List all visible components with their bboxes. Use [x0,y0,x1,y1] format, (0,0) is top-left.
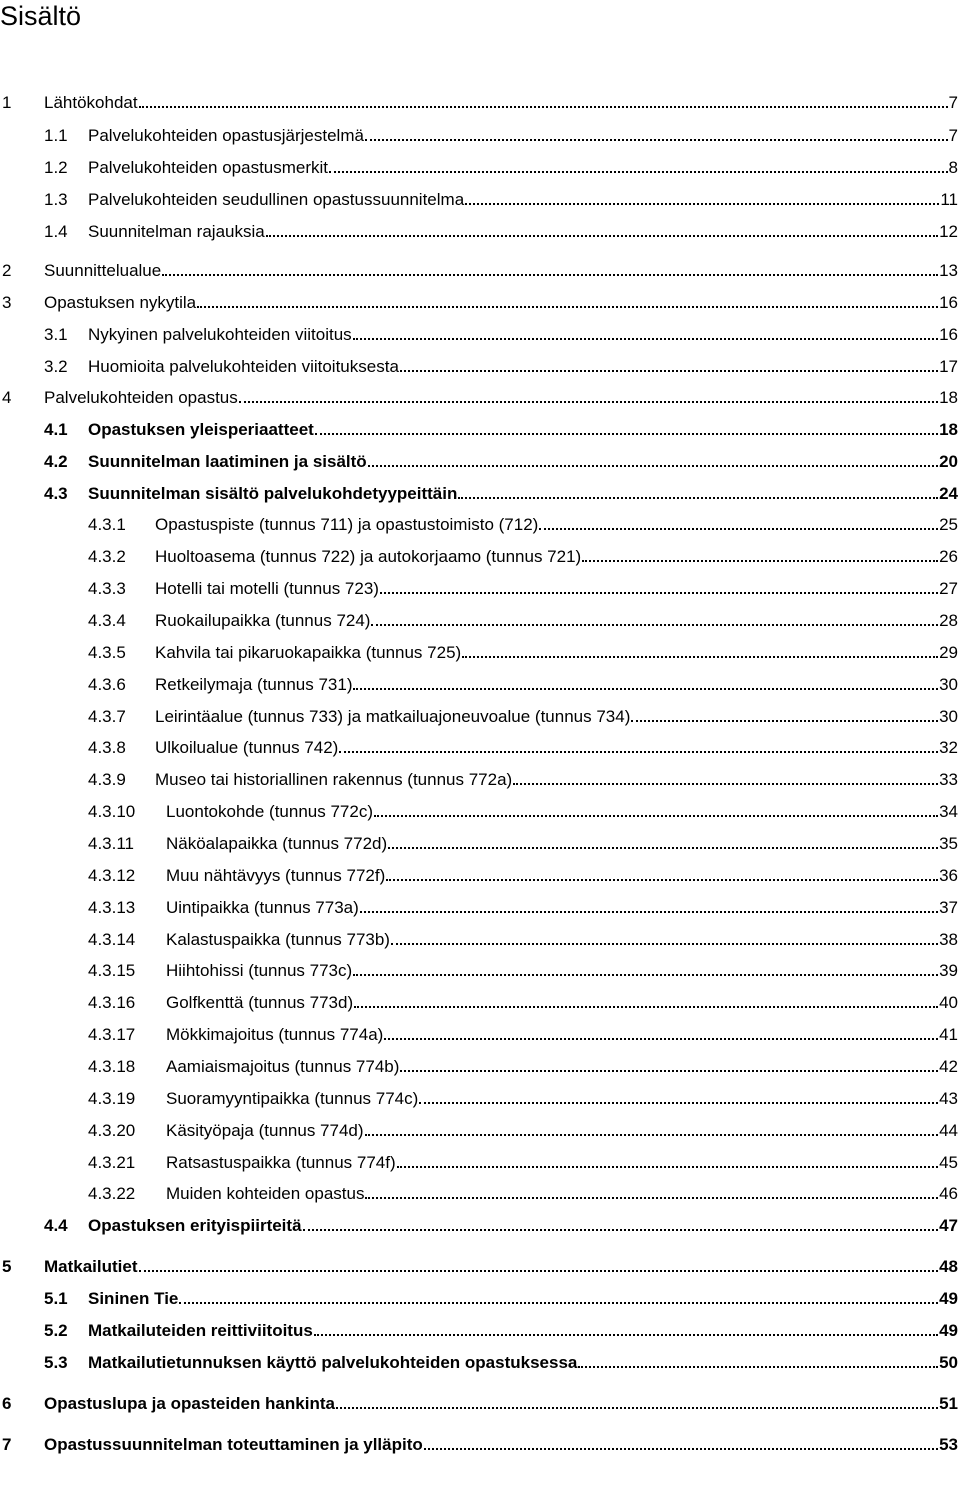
toc-dot-leader [391,928,938,952]
toc-entry-page: 50 [939,1353,958,1372]
toc-entry[interactable] [0,1023,958,1047]
toc-entry-line [155,673,958,697]
toc-entry-number: 4.2 [44,452,68,471]
toc-entry[interactable] [0,259,958,283]
toc-entry-line [44,291,958,315]
toc-entry-line [155,609,958,633]
toc-entry-number: 4.3.22 [88,1184,136,1203]
toc-entry-title: Retkeilymaja (tunnus 731) [155,675,353,694]
toc-entry-title: Huomioita palvelukohteiden viitoituksesta [88,357,399,376]
toc-entry-line [88,482,958,506]
toc-entry-line [88,355,958,379]
toc-entry-number: 4.3.7 [88,707,126,726]
toc-dot-leader [339,736,938,760]
toc-dot-leader [397,1151,938,1175]
toc-entry-title: Opastuspiste (tunnus 711) ja opastustoimisto (712) [155,515,539,534]
toc-entry[interactable] [0,1392,958,1416]
toc-entry-line [166,1119,958,1143]
toc-entry-title: Palvelukohteiden opastusjärjestelmä [88,126,364,145]
toc-entry-title: Opastuslupa ja opasteiden hankinta [44,1394,335,1413]
toc-entry-page: 38 [939,930,958,949]
toc-entry[interactable] [0,864,958,888]
toc-entry-number: 7 [2,1435,12,1454]
toc-dot-leader [365,1119,939,1143]
toc-entry-title: Lähtökohdat [44,93,138,112]
toc-entry-title: Muiden kohteiden opastus [166,1184,365,1203]
toc-entry-title: Golfkenttä (tunnus 773d) [166,993,354,1012]
toc-entry[interactable] [0,156,958,180]
toc-entry[interactable] [0,188,958,212]
toc-entry-number: 4.3.18 [88,1057,136,1076]
toc-dot-leader [388,832,938,856]
toc-entry[interactable] [0,768,958,792]
toc-entry-line [88,323,958,347]
toc-dot-leader [354,991,938,1015]
toc-entry-page: 16 [939,325,958,344]
toc-entry-line [44,1392,958,1416]
toc-dot-leader [162,259,938,283]
toc-dot-leader [582,545,938,569]
toc-entry-number: 1.3 [44,190,68,209]
toc-dot-leader [419,1087,938,1111]
toc-entry-title: Kalastuspaikka (tunnus 773b) [166,930,390,949]
toc-entry-title: Käsityöpaja (tunnus 774d) [166,1121,364,1140]
toc-entry-title: Suunnitelman sisältö palvelukohdetyypeittäin [88,484,458,503]
toc-entry-title: Nykyinen palvelukohteiden viitoitus [88,325,352,344]
toc-entry-page: 13 [939,261,958,280]
toc-entry[interactable] [0,1319,958,1343]
toc-entry[interactable] [0,513,958,537]
toc-entry-line [166,896,958,920]
toc-entry-line [88,450,958,474]
toc-entry-page: 7 [948,126,958,145]
toc-entry-page: 46 [939,1184,958,1203]
toc-entry-title: Ulkoilualue (tunnus 742) [155,738,339,757]
toc-entry-page: 18 [939,388,958,407]
toc-entry-title: Sininen Tie [88,1289,179,1308]
toc-entry[interactable] [0,355,958,379]
toc-entry-page: 48 [939,1257,958,1276]
toc-entry[interactable] [0,832,958,856]
toc-entry-number: 2 [2,261,12,280]
toc-entry-title: Matkailutiet [44,1257,138,1276]
toc-entry-page: 45 [939,1153,958,1172]
toc-entry-number: 4.3.16 [88,993,136,1012]
toc-entry-title: Opastussuunnitelman toteuttaminen ja ylläpito [44,1435,423,1454]
toc-entry[interactable] [0,1151,958,1175]
toc-dot-leader [380,577,938,601]
toc-entry-title: Opastuksen erityispiirteitä [88,1216,302,1235]
toc-entry[interactable] [0,928,958,952]
toc-entry-page: 7 [948,93,958,112]
toc-entry-line [166,1055,958,1079]
toc-entry-line [166,1023,958,1047]
toc-entry-number: 4.3.13 [88,898,136,917]
toc-entry-number: 4.3.2 [88,547,126,566]
toc-entry-number: 4.4 [44,1216,68,1235]
toc-entry-page: 42 [939,1057,958,1076]
toc-entry-number: 4.3.20 [88,1121,136,1140]
toc-entry-number: 4.3.4 [88,611,126,630]
toc-dot-leader [139,91,948,115]
toc-entry-number: 4.3.11 [88,834,135,853]
toc-dot-leader [353,673,938,697]
toc-entry-page: 32 [939,738,958,757]
toc-entry-title: Opastuksen yleisperiaatteet [88,420,314,439]
toc-entry-page: 53 [939,1435,958,1454]
toc-entry[interactable] [0,124,958,148]
toc-entry-number: 4.3.3 [88,579,126,598]
toc-entry[interactable] [0,991,958,1015]
toc-entry[interactable] [0,545,958,569]
toc-entry-line [166,1182,958,1206]
toc-entry-title: Suunnitelman laatiminen ja sisältö [88,452,367,471]
toc-entry-page: 24 [939,484,958,503]
toc-entry-title: Ruokailupaikka (tunnus 724) [155,611,371,630]
toc-entry-line [155,705,958,729]
toc-entry-title: Palvelukohteiden opastusmerkit [88,158,329,177]
toc-entry-number: 4.3.6 [88,675,126,694]
toc-entry-number: 4.3.10 [88,802,136,821]
toc-dot-leader [314,1319,938,1343]
toc-entry[interactable] [0,577,958,601]
toc-entry-line [155,513,958,537]
toc-entry[interactable] [0,418,958,442]
toc-dot-leader [400,355,938,379]
toc-entry-title: Leirintäalue (tunnus 733) ja matkailuajoneuvoalue (tunnus 734) [155,707,631,726]
toc-entry-page: 17 [939,357,958,376]
toc-entry-line [44,91,958,115]
toc-entry[interactable] [0,673,958,697]
toc-entry-number: 5.3 [44,1353,68,1372]
toc-entry[interactable] [0,1214,958,1238]
toc-entry-line [155,768,958,792]
toc-entry-title: Mökkimajoitus (tunnus 774a) [166,1025,384,1044]
toc-dot-leader [374,800,938,824]
toc-dot-leader [353,959,938,983]
toc-entry-title: Uintipaikka (tunnus 773a) [166,898,359,917]
toc-entry[interactable] [0,609,958,633]
toc-entry[interactable] [0,450,958,474]
toc-entry-number: 3.1 [44,325,68,344]
toc-entry-line [166,1087,958,1111]
toc-entry[interactable] [0,91,958,115]
toc-dot-leader [578,1351,938,1375]
toc-dot-leader [360,896,938,920]
toc-entry-page: 41 [939,1025,958,1044]
toc-entry-title: Suunnittelualue [44,261,162,280]
toc-dot-leader [371,609,938,633]
toc-entry[interactable] [0,1351,958,1375]
toc-entry-line [44,1433,958,1457]
toc-entry-page: 35 [939,834,958,853]
toc-dot-leader [465,188,939,212]
toc-entry-number: 4.3.1 [88,515,126,534]
toc-entry-number: 4.3.8 [88,738,126,757]
toc-entry-page: 18 [939,420,958,439]
toc-entry-number: 4 [2,388,12,407]
toc-entry-page: 16 [939,293,958,312]
toc-entry-page: 43 [939,1089,958,1108]
toc-dot-leader [353,323,938,347]
toc-entry-title: Suunnitelman rajauksia [88,222,265,241]
toc-dot-leader [336,1392,938,1416]
toc-entry-page: 12 [939,222,958,241]
toc-entry-number: 4.1 [44,420,68,439]
toc-entry-title: Hiihtohissi (tunnus 773c) [166,961,353,980]
toc-entry-page: 44 [939,1121,958,1140]
toc-dot-leader [513,768,938,792]
toc-entry-page: 47 [939,1216,958,1235]
toc-dot-leader [239,386,938,410]
toc-entry-line [88,124,958,148]
toc-dot-leader [197,291,938,315]
toc-entry[interactable] [0,1182,958,1206]
toc-dot-leader [139,1255,939,1279]
toc-entry-title: Hotelli tai motelli (tunnus 723) [155,579,379,598]
toc-entry-number: 1.1 [44,126,68,145]
toc-entry-page: 36 [939,866,958,885]
toc-entry[interactable] [0,323,958,347]
toc-entry-number: 4.3.21 [88,1153,136,1172]
toc-entry-line [166,959,958,983]
toc-dot-leader [384,1023,938,1047]
toc-entry-line [166,1151,958,1175]
toc-entry-number: 3 [2,293,12,312]
toc-entry[interactable] [0,736,958,760]
toc-entry-line [166,800,958,824]
toc-entry-page: 49 [939,1289,958,1308]
toc-dot-leader [631,705,938,729]
toc-entry-line [166,928,958,952]
toc-entry-number: 1.4 [44,222,68,241]
toc-entry-page: 49 [939,1321,958,1340]
toc-entry[interactable] [0,1055,958,1079]
toc-entry-line [166,991,958,1015]
toc-entry-title: Museo tai historiallinen rakennus (tunnus 772a) [155,770,513,789]
toc-dot-leader [329,156,948,180]
toc-entry-line [44,1255,958,1279]
toc-entry-title: Näköalapaikka (tunnus 772d) [166,834,388,853]
toc-entry-page: 34 [939,802,958,821]
toc-entry-page: 29 [939,643,958,662]
toc-dot-leader [365,1182,938,1206]
toc-entry[interactable] [0,705,958,729]
toc-entry-line [88,418,958,442]
toc-dot-leader [303,1214,939,1238]
toc-entry-line [88,1287,958,1311]
toc-entry-page: 30 [939,675,958,694]
toc-entry-title: Suoramyyntipaikka (tunnus 774c) [166,1089,419,1108]
toc-entry-title: Opastuksen nykytila [44,293,197,312]
toc-entry-number: 4.3.17 [88,1025,136,1044]
toc-entry-page: 28 [939,611,958,630]
toc-entry-number: 4.3.12 [88,866,136,885]
toc-entry-page: 33 [939,770,958,789]
toc-entry[interactable] [0,800,958,824]
toc-entry-line [155,736,958,760]
toc-entry-page: 26 [939,547,958,566]
toc-dot-leader [458,482,938,506]
toc-entry-title: Matkailuteiden reittiviitoitus [88,1321,313,1340]
toc-entry-title: Muu nähtävyys (tunnus 772f) [166,866,386,885]
toc-entry-line [88,188,958,212]
toc-dot-leader [179,1287,938,1311]
toc-dot-leader [386,864,938,888]
toc-entry-line [155,545,958,569]
toc-entry-line [88,1319,958,1343]
toc-dot-leader [400,1055,938,1079]
toc-dot-leader [424,1433,938,1457]
toc-entry[interactable] [0,386,958,410]
toc-entry[interactable] [0,220,958,244]
toc-entry-line [155,641,958,665]
toc-entry-line [166,864,958,888]
toc-entry-page: 20 [939,452,958,471]
toc-entry-line [88,1351,958,1375]
toc-entry-title: Kahvila tai pikaruokapaikka (tunnus 725) [155,643,462,662]
toc-dot-leader [462,641,938,665]
toc-entry-page: 8 [948,158,958,177]
toc-entry-line [155,577,958,601]
toc-entry-number: 5.2 [44,1321,68,1340]
toc-entry-line [88,1214,958,1238]
toc-entry[interactable] [0,291,958,315]
toc-entry-line [88,220,958,244]
toc-entry[interactable] [0,1433,958,1457]
page-title: Sisältö [0,1,82,31]
toc-entry-number: 1 [2,93,12,112]
toc-entry-page: 25 [939,515,958,534]
toc-entry[interactable] [0,1287,958,1311]
toc-entry-number: 3.2 [44,357,68,376]
toc-dot-leader [368,450,938,474]
toc-dot-leader [539,513,938,537]
toc-entry-number: 4.3.9 [88,770,126,789]
toc-entry-line [166,832,958,856]
toc-entry-number: 4.3.5 [88,643,126,662]
toc-entry-number: 4.3.19 [88,1089,136,1108]
toc-entry[interactable] [0,1087,958,1111]
toc-entry-title: Ratsastuspaikka (tunnus 774f) [166,1153,396,1172]
toc-entry-number: 6 [2,1394,12,1413]
toc-entry[interactable] [0,896,958,920]
toc-entry-number: 4.3.14 [88,930,136,949]
toc-entry[interactable] [0,1255,958,1279]
toc-dot-leader [266,220,938,244]
toc-entry-title: Huoltoasema (tunnus 722) ja autokorjaamo (tunnus 721) [155,547,582,566]
toc-entry-number: 4.3.15 [88,961,136,980]
toc-entry-page: 39 [939,961,958,980]
toc-dot-leader [315,418,938,442]
toc-entry-page: 37 [939,898,958,917]
toc-entry-page: 27 [939,579,958,598]
toc-entry-page: 30 [939,707,958,726]
toc-dot-leader [365,124,948,148]
toc-entry[interactable] [0,641,958,665]
toc-entry-number: 5.1 [44,1289,68,1308]
toc-entry-page: 40 [939,993,958,1012]
toc-entry-title: Matkailutietunnuksen käyttö palvelukohteiden opastuksessa [88,1353,578,1372]
toc-entry-line [44,386,958,410]
toc-entry-number: 1.2 [44,158,68,177]
toc-entry-page: 51 [939,1394,958,1413]
toc-entry-title: Luontokohde (tunnus 772c) [166,802,373,821]
toc-entry-number: 5 [2,1257,12,1276]
toc-entry[interactable] [0,959,958,983]
toc-entry-line [88,156,958,180]
toc-entry-page: 11 [940,190,958,209]
toc-entry[interactable] [0,1119,958,1143]
toc-entry-title: Palvelukohteiden opastus [44,388,238,407]
toc-entry-number: 4.3 [44,484,68,503]
toc-entry-title: Palvelukohteiden seudullinen opastussuunnitelma [88,190,465,209]
toc-entry-line [44,259,958,283]
toc-entry-title: Aamiaismajoitus (tunnus 774b) [166,1057,400,1076]
toc-entry[interactable] [0,482,958,506]
